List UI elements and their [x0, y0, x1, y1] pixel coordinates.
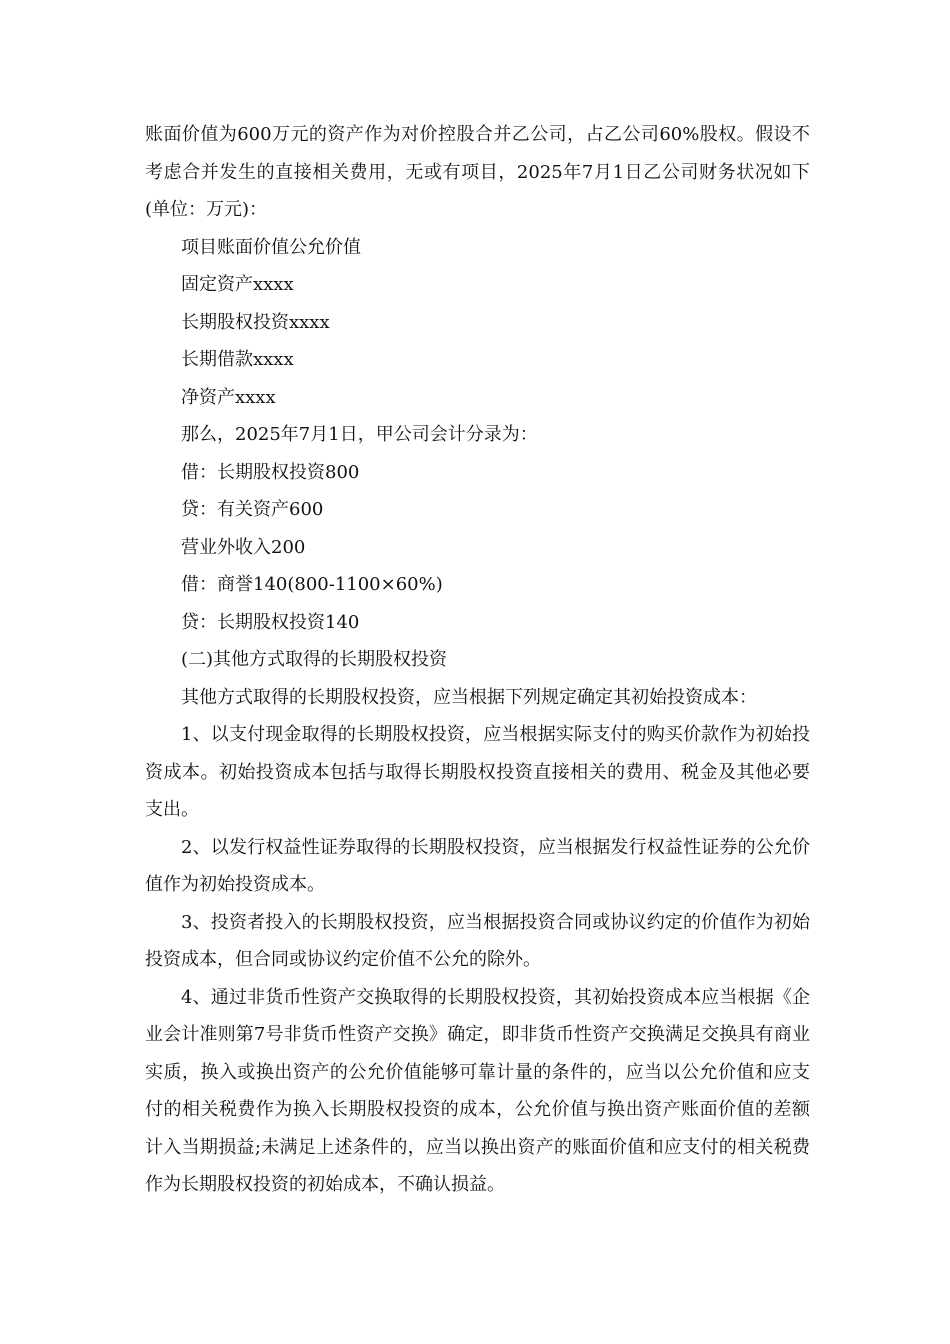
document-body [145, 116, 810, 1204]
paragraph: 那么，2025年7月1日，甲公司会计分录为： [181, 424, 538, 445]
journal-entry-line: 借：商誉140(800-1100×60%) [181, 574, 443, 595]
section-heading: (二)其他方式取得的长期股权投资 [181, 649, 448, 670]
list-item: 4、通过非货币性资产交换取得的长期股权投资，其初始投资成本应当根据《企业会计准则第7号非货币性资产交换》确定，即非货币性资产交换满足交换具有商业实质，换入或换出资产的公允价值能够可靠计量的条件的，应当以公允价值和应支付的相关税费作为换入长期股权投资的成本，公允价值与换出资产账面价值的差额计入当期损益;未满足上述条件的，应当以换出资产的账面价值和应支付的相关税费作为长期股权投资的初始成本，不确认损益。 [145, 986, 810, 1195]
table-row-line: 长期股权投资xxxx [181, 311, 330, 333]
table-row-line: 净资产xxxx [181, 386, 276, 408]
table-row-line: 固定资产xxxx [181, 274, 294, 295]
journal-entry-line: 借：长期股权投资800 [181, 461, 360, 483]
journal-entry-line: 营业外收入200 [181, 536, 306, 558]
list-item: 2、以发行权益性证券取得的长期股权投资，应当根据发行权益性证券的公允价值作为初始投资成本。 [145, 836, 810, 895]
table-header-line: 项目账面价值公允价值 [181, 236, 361, 258]
list-item: 1、以支付现金取得的长期股权投资，应当根据实际支付的购买价款作为初始投资成本。初始投资成本包括与取得长期股权投资直接相关的费用、税金及其他必要支出。 [145, 724, 810, 820]
paragraph: 其他方式取得的长期股权投资，应当根据下列规定确定其初始投资成本： [181, 686, 757, 708]
paragraph: 账面价值为600万元的资产作为对价控股合并乙公司，占乙公司60%股权。假设不考虑合并发生的直接相关费用，无或有项目，2025年7月1日乙公司财务状况如下(单位：万元)： [145, 124, 810, 220]
journal-entry-line: 贷：长期股权投资140 [181, 611, 360, 633]
journal-entry-line: 贷：有关资产600 [181, 499, 324, 520]
table-row-line: 长期借款xxxx [181, 349, 294, 370]
list-item: 3、投资者投入的长期股权投资，应当根据投资合同或协议约定的价值作为初始投资成本，但合同或协议约定价值不公允的除外。 [145, 911, 810, 970]
